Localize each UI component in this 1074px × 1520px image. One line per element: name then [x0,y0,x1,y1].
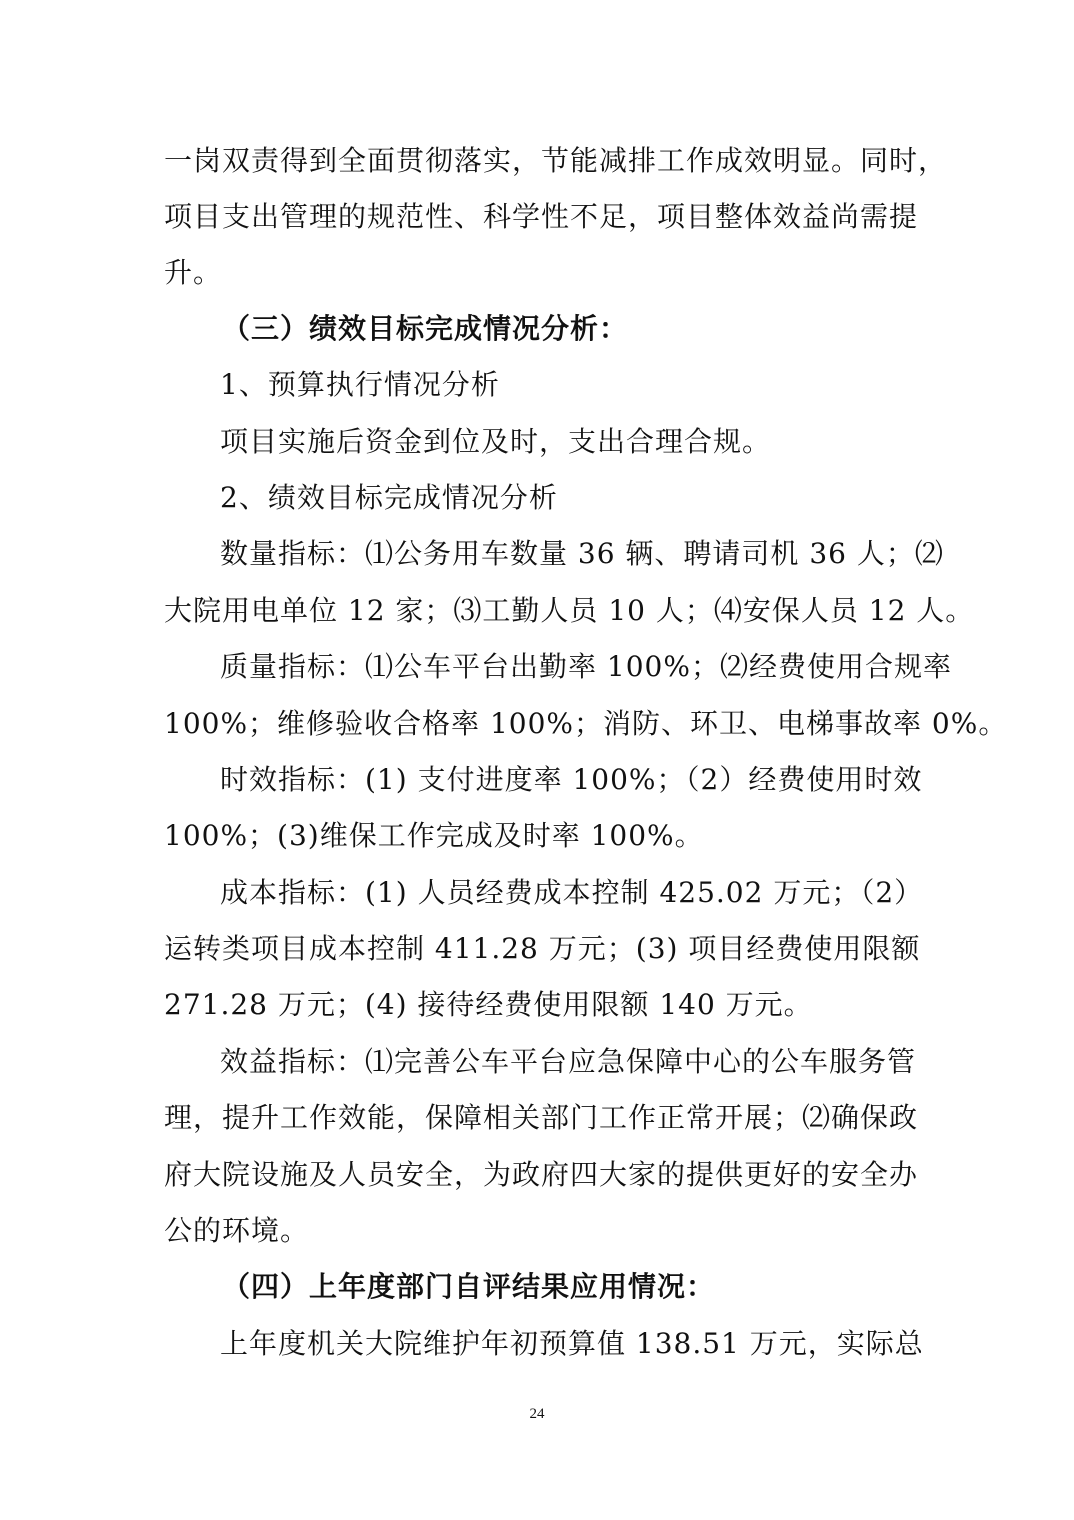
body-line: 项目实施后资金到位及时，支出合理合规。 [220,425,772,458]
body-line: 公的环境。 [164,1214,310,1247]
body-line: 数量指标：⑴公务用车数量 36 辆、聘请司机 36 人；⑵ [220,537,944,570]
subsection-heading: 2、绩效目标完成情况分析 [220,481,558,514]
body-line: 271.28 万元；(4) 接待经费使用限额 140 万元。 [164,988,813,1021]
body-line: 成本指标：(1) 人员经费成本控制 425.02 万元；（2） [220,876,924,909]
body-line: 时效指标：(1) 支付进度率 100%；（2）经费使用时效 [220,763,923,796]
page-number: 24 [529,1406,545,1422]
body-line: 升。 [164,256,223,289]
section-heading: （三）绩效目标完成情况分析： [222,312,629,345]
subsection-heading: 1、预算执行情况分析 [220,368,500,401]
body-line: 理，提升工作效能，保障相关部门工作正常开展；⑵确保政 [164,1101,919,1134]
body-line: 一岗双责得到全面贯彻落实，节能减排工作成效明显。同时， [164,144,948,177]
body-line: 100%；(3)维保工作完成及时率 100%。 [164,819,704,852]
body-line: 上年度机关大院维护年初预算值 138.51 万元，实际总 [220,1327,924,1360]
section-heading: （四）上年度部门自评结果应用情况： [222,1270,716,1303]
body-line: 质量指标：⑴公车平台出勤率 100%；⑵经费使用合规率 [220,650,952,683]
body-line: 运转类项目成本控制 411.28 万元；(3) 项目经费使用限额 [164,932,921,965]
body-line: 项目支出管理的规范性、科学性不足，项目整体效益尚需提 [164,200,919,233]
body-line: 府大院设施及人员安全，为政府四大家的提供更好的安全办 [164,1158,919,1191]
body-line: 效益指标：⑴完善公车平台应急保障中心的公车服务管 [220,1045,917,1078]
body-line: 100%；维修验收合格率 100%；消防、环卫、电梯事故率 0%。 [164,707,1008,740]
body-line: 大院用电单位 12 家；⑶工勤人员 10 人；⑷安保人员 12 人。 [164,594,975,627]
